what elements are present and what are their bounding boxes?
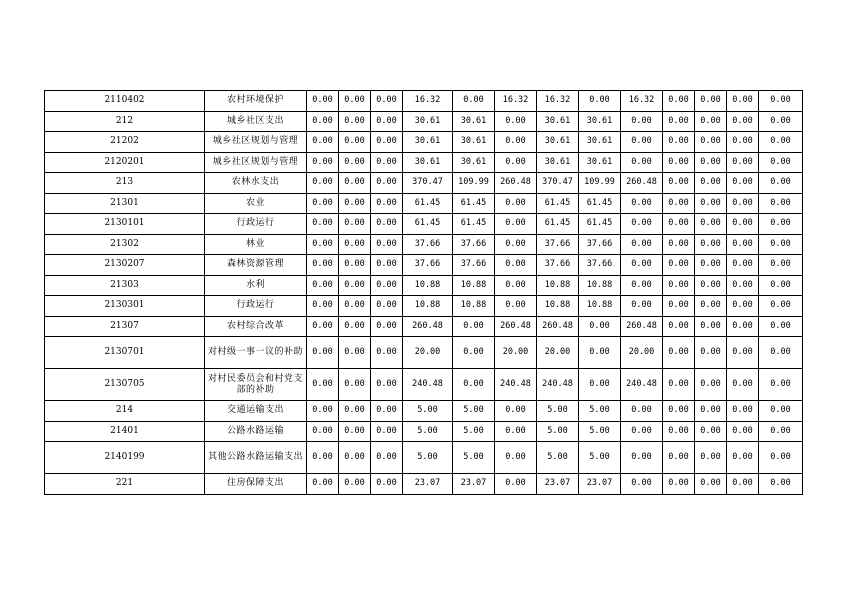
amount-cell: 0.00 <box>339 193 371 214</box>
amount-cell: 23.07 <box>453 474 495 495</box>
amount-cell: 0.00 <box>495 132 537 153</box>
amount-cell: 0.00 <box>759 316 803 337</box>
table-row <box>45 132 803 153</box>
subject-code-cell: 212 <box>45 111 205 132</box>
amount-cell: 0.00 <box>621 111 663 132</box>
amount-cell: 16.32 <box>495 91 537 112</box>
amount-cell: 0.00 <box>495 421 537 442</box>
amount-cell: 0.00 <box>495 255 537 276</box>
amount-cell: 0.00 <box>759 421 803 442</box>
amount-cell: 23.07 <box>403 474 453 495</box>
subject-name-cell: 其他公路水路运输支出 <box>205 442 307 474</box>
amount-cell: 0.00 <box>495 111 537 132</box>
amount-cell: 0.00 <box>663 132 695 153</box>
amount-cell: 0.00 <box>663 234 695 255</box>
amount-cell: 240.48 <box>403 369 453 401</box>
amount-cell: 0.00 <box>695 421 727 442</box>
amount-cell: 0.00 <box>339 337 371 369</box>
subject-name-cell: 森林资源管理 <box>205 255 307 276</box>
amount-cell: 260.48 <box>621 316 663 337</box>
amount-cell: 0.00 <box>759 193 803 214</box>
table-row <box>45 173 803 194</box>
amount-cell: 5.00 <box>579 421 621 442</box>
amount-cell: 0.00 <box>495 275 537 296</box>
table-row <box>45 255 803 276</box>
amount-cell: 0.00 <box>339 369 371 401</box>
amount-cell: 0.00 <box>727 255 759 276</box>
amount-cell: 5.00 <box>453 401 495 422</box>
amount-cell: 0.00 <box>495 193 537 214</box>
amount-cell: 0.00 <box>727 234 759 255</box>
table-row <box>45 316 803 337</box>
amount-cell: 0.00 <box>371 255 403 276</box>
amount-cell: 0.00 <box>663 316 695 337</box>
amount-cell: 5.00 <box>403 421 453 442</box>
amount-cell: 0.00 <box>495 152 537 173</box>
amount-cell: 0.00 <box>339 421 371 442</box>
amount-cell: 0.00 <box>307 316 339 337</box>
amount-cell: 0.00 <box>663 296 695 317</box>
amount-cell: 0.00 <box>339 275 371 296</box>
amount-cell: 0.00 <box>663 337 695 369</box>
amount-cell: 0.00 <box>759 234 803 255</box>
amount-cell: 0.00 <box>371 214 403 235</box>
amount-cell: 0.00 <box>663 214 695 235</box>
amount-cell: 0.00 <box>621 474 663 495</box>
subject-code-cell: 2110402 <box>45 91 205 112</box>
amount-cell: 0.00 <box>495 442 537 474</box>
amount-cell: 0.00 <box>371 193 403 214</box>
amount-cell: 0.00 <box>695 132 727 153</box>
table-row <box>45 369 803 401</box>
table-row <box>45 234 803 255</box>
subject-code-cell: 21401 <box>45 421 205 442</box>
amount-cell: 0.00 <box>579 316 621 337</box>
amount-cell: 0.00 <box>453 91 495 112</box>
amount-cell: 0.00 <box>727 214 759 235</box>
amount-cell: 0.00 <box>727 421 759 442</box>
amount-cell: 30.61 <box>579 132 621 153</box>
amount-cell: 5.00 <box>537 442 579 474</box>
subject-code-cell: 21307 <box>45 316 205 337</box>
amount-cell: 23.07 <box>579 474 621 495</box>
amount-cell: 0.00 <box>339 401 371 422</box>
amount-cell: 260.48 <box>403 316 453 337</box>
amount-cell: 37.66 <box>403 234 453 255</box>
amount-cell: 260.48 <box>537 316 579 337</box>
amount-cell: 0.00 <box>727 337 759 369</box>
amount-cell: 0.00 <box>371 316 403 337</box>
amount-cell: 0.00 <box>339 296 371 317</box>
amount-cell: 0.00 <box>339 173 371 194</box>
amount-cell: 0.00 <box>663 401 695 422</box>
amount-cell: 0.00 <box>695 173 727 194</box>
amount-cell: 5.00 <box>537 421 579 442</box>
amount-cell: 0.00 <box>759 255 803 276</box>
amount-cell: 20.00 <box>537 337 579 369</box>
amount-cell: 5.00 <box>537 401 579 422</box>
amount-cell: 0.00 <box>339 132 371 153</box>
amount-cell: 0.00 <box>371 369 403 401</box>
amount-cell: 0.00 <box>621 152 663 173</box>
amount-cell: 0.00 <box>759 296 803 317</box>
amount-cell: 0.00 <box>695 152 727 173</box>
amount-cell: 0.00 <box>663 442 695 474</box>
amount-cell: 0.00 <box>621 214 663 235</box>
amount-cell: 10.88 <box>537 296 579 317</box>
amount-cell: 0.00 <box>307 369 339 401</box>
amount-cell: 0.00 <box>621 275 663 296</box>
subject-code-cell: 2130301 <box>45 296 205 317</box>
amount-cell: 0.00 <box>695 255 727 276</box>
amount-cell: 0.00 <box>339 234 371 255</box>
amount-cell: 0.00 <box>339 214 371 235</box>
amount-cell: 0.00 <box>663 369 695 401</box>
amount-cell: 0.00 <box>759 214 803 235</box>
subject-name-cell: 农村环境保护 <box>205 91 307 112</box>
amount-cell: 109.99 <box>453 173 495 194</box>
subject-name-cell: 住房保障支出 <box>205 474 307 495</box>
amount-cell: 0.00 <box>695 91 727 112</box>
amount-cell: 30.61 <box>579 111 621 132</box>
amount-cell: 0.00 <box>663 474 695 495</box>
amount-cell: 0.00 <box>759 152 803 173</box>
amount-cell: 0.00 <box>339 316 371 337</box>
amount-cell: 0.00 <box>371 275 403 296</box>
amount-cell: 0.00 <box>371 91 403 112</box>
amount-cell: 30.61 <box>537 111 579 132</box>
table-row <box>45 442 803 474</box>
amount-cell: 20.00 <box>621 337 663 369</box>
amount-cell: 5.00 <box>453 442 495 474</box>
amount-cell: 0.00 <box>695 401 727 422</box>
amount-cell: 0.00 <box>453 316 495 337</box>
amount-cell: 0.00 <box>307 173 339 194</box>
amount-cell: 0.00 <box>495 401 537 422</box>
amount-cell: 37.66 <box>579 234 621 255</box>
table-row <box>45 214 803 235</box>
amount-cell: 0.00 <box>371 234 403 255</box>
amount-cell: 0.00 <box>339 152 371 173</box>
amount-cell: 10.88 <box>403 275 453 296</box>
amount-cell: 0.00 <box>663 173 695 194</box>
amount-cell: 10.88 <box>403 296 453 317</box>
amount-cell: 0.00 <box>621 193 663 214</box>
amount-cell: 0.00 <box>621 421 663 442</box>
subject-name-cell: 对村民委员会和村党支部的补助 <box>205 369 307 401</box>
amount-cell: 0.00 <box>495 474 537 495</box>
amount-cell: 0.00 <box>307 234 339 255</box>
amount-cell: 0.00 <box>371 337 403 369</box>
amount-cell: 0.00 <box>695 296 727 317</box>
amount-cell: 61.45 <box>537 193 579 214</box>
amount-cell: 0.00 <box>759 132 803 153</box>
subject-code-cell: 2140199 <box>45 442 205 474</box>
table-row <box>45 91 803 112</box>
amount-cell: 0.00 <box>371 132 403 153</box>
amount-cell: 0.00 <box>371 152 403 173</box>
amount-cell: 0.00 <box>663 111 695 132</box>
amount-cell: 0.00 <box>727 442 759 474</box>
amount-cell: 0.00 <box>695 275 727 296</box>
amount-cell: 0.00 <box>307 111 339 132</box>
amount-cell: 0.00 <box>307 255 339 276</box>
amount-cell: 5.00 <box>453 421 495 442</box>
amount-cell: 260.48 <box>495 316 537 337</box>
subject-name-cell: 行政运行 <box>205 296 307 317</box>
table-body <box>45 91 803 495</box>
amount-cell: 23.07 <box>537 474 579 495</box>
table-row <box>45 193 803 214</box>
amount-cell: 10.88 <box>453 296 495 317</box>
amount-cell: 260.48 <box>621 173 663 194</box>
subject-name-cell: 农村综合改革 <box>205 316 307 337</box>
table-row <box>45 152 803 173</box>
amount-cell: 0.00 <box>759 337 803 369</box>
subject-code-cell: 21301 <box>45 193 205 214</box>
amount-cell: 0.00 <box>695 442 727 474</box>
subject-code-cell: 221 <box>45 474 205 495</box>
amount-cell: 0.00 <box>727 173 759 194</box>
amount-cell: 37.66 <box>453 234 495 255</box>
subject-code-cell: 2130705 <box>45 369 205 401</box>
amount-cell: 0.00 <box>339 442 371 474</box>
amount-cell: 0.00 <box>339 91 371 112</box>
amount-cell: 0.00 <box>495 296 537 317</box>
amount-cell: 0.00 <box>371 111 403 132</box>
amount-cell: 0.00 <box>727 193 759 214</box>
subject-name-cell: 林业 <box>205 234 307 255</box>
amount-cell: 37.66 <box>403 255 453 276</box>
amount-cell: 30.61 <box>453 152 495 173</box>
amount-cell: 5.00 <box>579 442 621 474</box>
amount-cell: 0.00 <box>695 234 727 255</box>
amount-cell: 370.47 <box>537 173 579 194</box>
amount-cell: 0.00 <box>621 296 663 317</box>
subject-code-cell: 213 <box>45 173 205 194</box>
amount-cell: 16.32 <box>403 91 453 112</box>
amount-cell: 0.00 <box>307 91 339 112</box>
subject-code-cell: 2130207 <box>45 255 205 276</box>
amount-cell: 0.00 <box>307 474 339 495</box>
amount-cell: 61.45 <box>453 214 495 235</box>
amount-cell: 0.00 <box>371 421 403 442</box>
amount-cell: 30.61 <box>579 152 621 173</box>
amount-cell: 5.00 <box>579 401 621 422</box>
amount-cell: 30.61 <box>403 152 453 173</box>
amount-cell: 30.61 <box>537 152 579 173</box>
amount-cell: 20.00 <box>403 337 453 369</box>
amount-cell: 0.00 <box>759 401 803 422</box>
amount-cell: 61.45 <box>579 214 621 235</box>
amount-cell: 0.00 <box>727 132 759 153</box>
budget-table <box>44 90 803 495</box>
amount-cell: 0.00 <box>371 442 403 474</box>
amount-cell: 0.00 <box>495 234 537 255</box>
amount-cell: 0.00 <box>495 214 537 235</box>
amount-cell: 0.00 <box>759 369 803 401</box>
subject-code-cell: 21303 <box>45 275 205 296</box>
table-row <box>45 474 803 495</box>
amount-cell: 37.66 <box>453 255 495 276</box>
subject-code-cell: 21202 <box>45 132 205 153</box>
amount-cell: 0.00 <box>621 442 663 474</box>
amount-cell: 0.00 <box>727 275 759 296</box>
amount-cell: 30.61 <box>453 132 495 153</box>
table-row <box>45 401 803 422</box>
amount-cell: 30.61 <box>403 132 453 153</box>
amount-cell: 30.61 <box>537 132 579 153</box>
amount-cell: 0.00 <box>371 401 403 422</box>
amount-cell: 0.00 <box>621 401 663 422</box>
subject-name-cell: 对村级一事一议的补助 <box>205 337 307 369</box>
amount-cell: 109.99 <box>579 173 621 194</box>
amount-cell: 0.00 <box>695 193 727 214</box>
subject-name-cell: 城乡社区支出 <box>205 111 307 132</box>
subject-name-cell: 农业 <box>205 193 307 214</box>
amount-cell: 0.00 <box>621 132 663 153</box>
amount-cell: 0.00 <box>695 474 727 495</box>
amount-cell: 0.00 <box>727 91 759 112</box>
amount-cell: 0.00 <box>759 474 803 495</box>
amount-cell: 0.00 <box>663 91 695 112</box>
subject-name-cell: 城乡社区规划与管理 <box>205 132 307 153</box>
amount-cell: 16.32 <box>621 91 663 112</box>
subject-code-cell: 21302 <box>45 234 205 255</box>
amount-cell: 0.00 <box>579 337 621 369</box>
amount-cell: 10.88 <box>579 275 621 296</box>
amount-cell: 0.00 <box>727 296 759 317</box>
amount-cell: 0.00 <box>579 91 621 112</box>
amount-cell: 0.00 <box>307 442 339 474</box>
amount-cell: 37.66 <box>579 255 621 276</box>
amount-cell: 0.00 <box>307 193 339 214</box>
amount-cell: 30.61 <box>403 111 453 132</box>
amount-cell: 0.00 <box>307 214 339 235</box>
subject-code-cell: 2120201 <box>45 152 205 173</box>
amount-cell: 260.48 <box>495 173 537 194</box>
table-row <box>45 111 803 132</box>
amount-cell: 0.00 <box>727 316 759 337</box>
amount-cell: 0.00 <box>339 111 371 132</box>
amount-cell: 0.00 <box>307 401 339 422</box>
amount-cell: 0.00 <box>663 275 695 296</box>
amount-cell: 0.00 <box>579 369 621 401</box>
subject-name-cell: 公路水路运输 <box>205 421 307 442</box>
amount-cell: 37.66 <box>537 255 579 276</box>
amount-cell: 0.00 <box>371 474 403 495</box>
amount-cell: 0.00 <box>307 152 339 173</box>
amount-cell: 0.00 <box>695 111 727 132</box>
table-row <box>45 296 803 317</box>
amount-cell: 370.47 <box>403 173 453 194</box>
amount-cell: 0.00 <box>371 296 403 317</box>
amount-cell: 0.00 <box>307 421 339 442</box>
amount-cell: 0.00 <box>759 275 803 296</box>
table-row <box>45 275 803 296</box>
amount-cell: 0.00 <box>339 255 371 276</box>
amount-cell: 0.00 <box>759 173 803 194</box>
amount-cell: 0.00 <box>307 275 339 296</box>
amount-cell: 0.00 <box>621 255 663 276</box>
amount-cell: 0.00 <box>727 474 759 495</box>
amount-cell: 61.45 <box>453 193 495 214</box>
amount-cell: 20.00 <box>495 337 537 369</box>
amount-cell: 5.00 <box>403 442 453 474</box>
amount-cell: 0.00 <box>307 337 339 369</box>
amount-cell: 61.45 <box>403 214 453 235</box>
amount-cell: 0.00 <box>663 421 695 442</box>
amount-cell: 0.00 <box>759 111 803 132</box>
amount-cell: 61.45 <box>537 214 579 235</box>
amount-cell: 10.88 <box>537 275 579 296</box>
amount-cell: 240.48 <box>621 369 663 401</box>
subject-name-cell: 城乡社区规划与管理 <box>205 152 307 173</box>
amount-cell: 16.32 <box>537 91 579 112</box>
amount-cell: 0.00 <box>453 337 495 369</box>
amount-cell: 240.48 <box>495 369 537 401</box>
amount-cell: 0.00 <box>621 234 663 255</box>
amount-cell: 0.00 <box>695 316 727 337</box>
amount-cell: 0.00 <box>453 369 495 401</box>
amount-cell: 0.00 <box>663 255 695 276</box>
amount-cell: 0.00 <box>663 152 695 173</box>
amount-cell: 0.00 <box>695 369 727 401</box>
subject-code-cell: 2130701 <box>45 337 205 369</box>
amount-cell: 0.00 <box>695 214 727 235</box>
amount-cell: 0.00 <box>307 132 339 153</box>
amount-cell: 0.00 <box>695 337 727 369</box>
amount-cell: 0.00 <box>371 173 403 194</box>
amount-cell: 10.88 <box>453 275 495 296</box>
table-row <box>45 421 803 442</box>
amount-cell: 0.00 <box>759 91 803 112</box>
amount-cell: 37.66 <box>537 234 579 255</box>
amount-cell: 0.00 <box>727 111 759 132</box>
amount-cell: 0.00 <box>727 369 759 401</box>
amount-cell: 10.88 <box>579 296 621 317</box>
amount-cell: 30.61 <box>453 111 495 132</box>
amount-cell: 240.48 <box>537 369 579 401</box>
amount-cell: 0.00 <box>663 193 695 214</box>
subject-name-cell: 行政运行 <box>205 214 307 235</box>
amount-cell: 0.00 <box>307 296 339 317</box>
amount-cell: 61.45 <box>403 193 453 214</box>
table-row <box>45 337 803 369</box>
subject-name-cell: 水利 <box>205 275 307 296</box>
amount-cell: 61.45 <box>579 193 621 214</box>
subject-code-cell: 2130101 <box>45 214 205 235</box>
amount-cell: 0.00 <box>727 401 759 422</box>
subject-name-cell: 交通运输支出 <box>205 401 307 422</box>
amount-cell: 5.00 <box>403 401 453 422</box>
subject-code-cell: 214 <box>45 401 205 422</box>
amount-cell: 0.00 <box>339 474 371 495</box>
amount-cell: 0.00 <box>759 442 803 474</box>
subject-name-cell: 农林水支出 <box>205 173 307 194</box>
amount-cell: 0.00 <box>727 152 759 173</box>
